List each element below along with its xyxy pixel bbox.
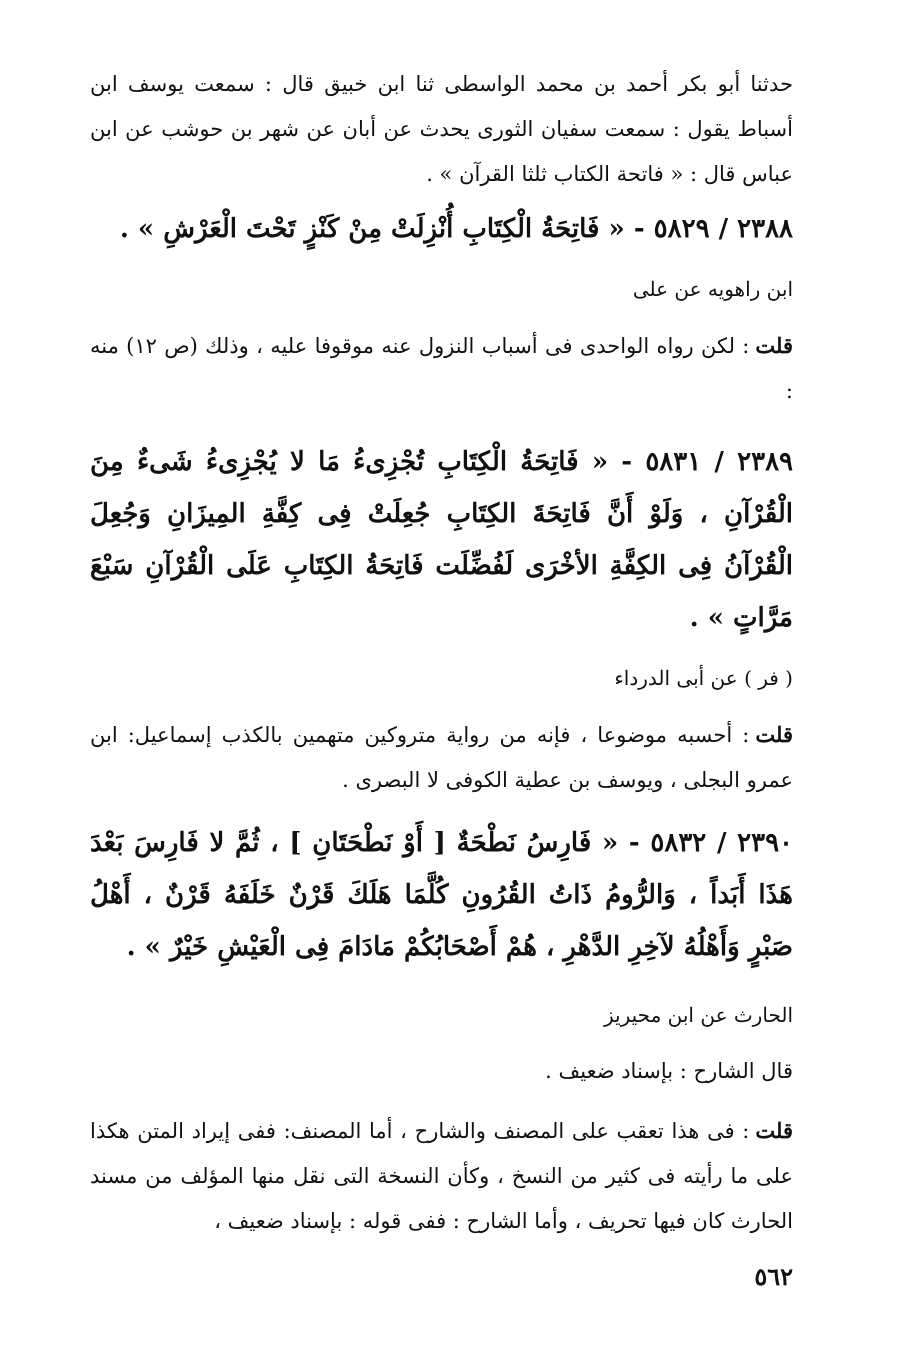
- hadith-2390-source: الحارث عن ابن محيريز: [603, 1003, 793, 1027]
- note-text: : فى هذا تعقب على المصنف والشارح ، أما المصنف: ففى إيراد المتن هكذا على ما رأيته فى كثير من النسخ ، وكأن النسخة التى نقل منها المؤلف من مسند الحارث كان فيها تحريف ، وأما الشارح : ففى قوله : بإسناد ضعيف ،: [90, 1119, 793, 1233]
- hadith-2390: ٢٣٩٠ / ٥٨٣٢ - « فَارِسُ نَطْحَةٌ [ أَوْ نَطْحَتَانِ ] ، ثُمَّ لا فَارِسَ بَعْدَ هَذَا أَبَداً ، وَالرُّومُ ذَاتُ القُرُونِ كُلَّمَا هَلَكَ قَرْنٌ خَلَفَهُ قَرْنٌ ، أَهْلُ صَبْرٍ وَأَهْلُهُ لآخِرِ الدَّهْرِ ، هُمْ أَصْحَابُكُمْ مَادَامَ فِى الْعَيْشِ خَيْرٌ » .: [90, 828, 793, 962]
- note-text: : لكن رواه الواحدى فى أسباب النزول عنه موقوفا عليه ، وذلك (ص ١٢) منه :: [90, 334, 793, 403]
- commentator-quote: قال الشارح : بإسناد ضعيف .: [545, 1059, 793, 1083]
- note-label: قلت: [755, 1118, 793, 1143]
- hadith-2389: ٢٣٨٩ / ٥٨٣١ - « فَاتِحَةُ الْكِتَابِ تُجْزِىءُ مَا لا يُجْزِىءُ شَىءٌ مِنَ الْقُرْآنِ ، وَلَوْ أَنَّ فَاتِحَةَ الكِتَابِ جُعِلَتْ فِى كِفَّةِ المِيزَانِ وَجُعِلَ الْقُرْآنُ فِى الكِفَّةِ الأخْرَى لَفُضِّلَت فَاتِحَةُ الكِتَابِ عَلَى الْقُرْآنِ سَبْعَ مَرَّاتٍ » .: [90, 447, 793, 633]
- note-paragraph-3: [90, 1108, 793, 1244]
- isnad-paragraph: حدثنا أبو بكر أحمد بن محمد الواسطى ثنا ابن خبيق قال : سمعت يوسف ابن أسباط يقول : سمعت سفيان الثورى يحدث عن أبان عن شهر بن حوشب عن ابن عباس قال : « فاتحة الكتاب ثلثا القرآن » .: [90, 72, 793, 186]
- note-text: : أحسبه موضوعا ، فإنه من رواية متروكين متهمين بالكذب إسماعيل: ابن عمرو البجلى ، ويوسف بن عطية الكوفى لا البصرى .: [90, 723, 793, 792]
- note-paragraph-1: [90, 323, 793, 414]
- hadith-2389-source: ( فر ) عن أبى الدرداء: [614, 666, 793, 690]
- hadith-2388: ٢٣٨٨ / ٥٨٢٩ - « فَاتِحَةُ الْكِتَابِ أُنْزِلَتْ مِنْ كَنْزٍ تَحْتَ الْعَرْشِ » .: [119, 214, 793, 244]
- page-body: [90, 62, 793, 1244]
- note-label: قلت: [755, 333, 793, 358]
- note-paragraph-2: [90, 712, 793, 803]
- note-label: قلت: [755, 722, 793, 747]
- hadith-2388-source: ابن راهويه عن على: [632, 277, 793, 301]
- page-number: ٥٦٢: [754, 1262, 793, 1291]
